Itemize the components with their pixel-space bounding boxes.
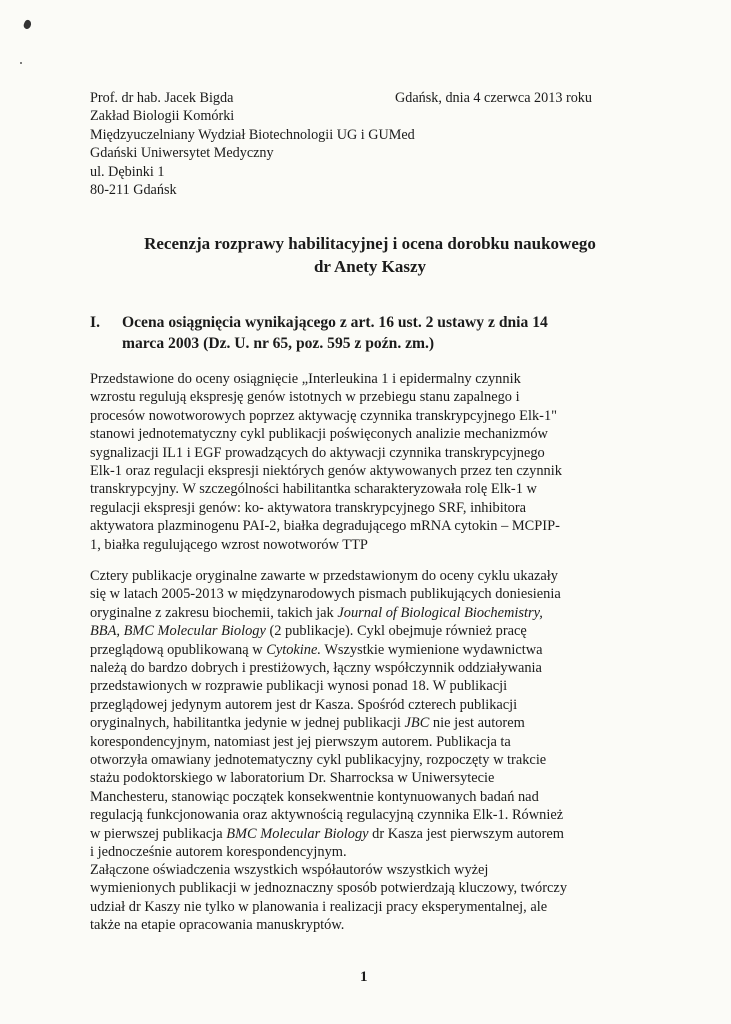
text-line [90, 622, 650, 640]
journal-title: BBA, BMC Molecular Biology [90, 623, 266, 640]
journal-title: Journal of Biological Biochemistry, [337, 604, 543, 621]
text-line: Przedstawione do oceny osiągnięcie „Interleukina 1 i epidermalny czynnik [90, 371, 521, 387]
address-line: Gdański Uniwersytet Medyczny [90, 145, 274, 162]
text-line [90, 714, 650, 732]
text-line: się w latach 2005-2013 w międzynarodowych pismach publikujących doniesienia [90, 586, 561, 603]
page-number: 1 [360, 969, 368, 985]
text-line: udział dr Kaszy nie tylko w planowania i realizacji pracy eksperymentalnej, ale [90, 898, 548, 915]
text-line: wymienionych publikacji w jednoznaczny sposób potwierdzają kluczowy, twórczy [90, 880, 568, 897]
address-line: Międzyuczelniany Wydział Biotechnologii UG i GUMed [90, 126, 415, 143]
text-line: Cztery publikacje oryginalne zawarte w przedstawionym do oceny cyklu ukazały [90, 568, 558, 584]
text-line: i jednocześnie autorem korespondencyjnym. [90, 844, 347, 861]
text-segment: w pierwszej publikacja [90, 825, 227, 842]
text-segment: oryginalne z zakresu biochemii, takich jak [90, 604, 338, 621]
text-line: procesów nowotworowych poprzez aktywację czynnika transkrypcyjnego Elk-1" [90, 407, 558, 424]
text-line: wzrostu regulują ekspresję genów istotnych w przebiegu stanu zapalnego i [90, 389, 520, 406]
text-line: sygnalizacji IL1 i EGF prowadzących do aktywacji czynnika transkrypcyjnego [90, 444, 545, 461]
text-segment: dr Kasza jest pierwszym autorem [368, 825, 564, 842]
text-line: transkrypcyjny. W szczególności habilitantka scharakteryzowała rolę Elk-1 w [90, 481, 537, 498]
paragraph-coauthors [90, 861, 650, 935]
address-line: 80-211 Gdańsk [90, 182, 177, 199]
text-line: otworzyła omawiany jednotematyczny cykl publikacyjny, rozpoczęty w trakcie [90, 752, 547, 769]
paragraph-achievement [90, 370, 650, 554]
text-line: przeglądowej jedynym autorem jest dr Kasza. Spośród czterech publikacji [90, 696, 518, 713]
journal-title: JBC [404, 715, 430, 732]
author-name: Prof. dr hab. Jacek Bigda [90, 90, 234, 106]
text-segment: (2 publikacje). Cykl obejmuje również pracę [265, 623, 527, 640]
text-line: aktywatora plazminogenu PAI-2, białka degradującego mRNA cytokin – MCPIP- [90, 518, 560, 535]
text-line [90, 604, 650, 622]
address-line: ul. Dębinki 1 [90, 163, 165, 180]
section-number: I. [90, 314, 100, 331]
text-segment: oryginalnych, habilitantka jedynie w jednej publikacji [90, 715, 405, 732]
section-heading-line: Ocena osiągnięcia wynikającego z art. 16 ust. 2 ustawy z dnia 14 [122, 314, 548, 331]
scan-artifact-dot [20, 62, 22, 64]
text-line: Załączone oświadczenia wszystkich współautorów wszystkich wyżej [90, 862, 489, 878]
text-line [90, 641, 650, 659]
journal-title: Cytokine. [266, 641, 321, 658]
document-title [60, 232, 680, 278]
letter-date: Gdańsk, dnia 4 czerwca 2013 roku [395, 90, 592, 106]
text-line [90, 825, 650, 843]
text-line: stanowi jednotematyczny cykl publikacji poświęconych analizie mechanizmów [90, 426, 548, 443]
address-line: Zakład Biologii Komórki [90, 108, 235, 125]
text-line: także na etapie opracowania manuskryptów. [90, 917, 345, 934]
title-line: Recenzja rozprawy habilitacyjnej i ocena dorobku naukowego [144, 234, 596, 253]
text-line: regulacji ekspresji genów: ko- aktywatora transkrypcyjnego SRF, inhibitora [90, 499, 527, 516]
text-line: przedstawionych w rozprawie publikacji wynosi ponad 18. W publikacji [90, 678, 508, 695]
text-line: 1, białka regulującego wzrost nowotworów TTP [90, 536, 368, 553]
paragraph-publications [90, 567, 650, 862]
text-segment: przeglądową opublikowaną w [90, 641, 267, 658]
text-line: Elk-1 oraz regulacji ekspresji niektórych genów aktywowanych przez ten czynnik [90, 463, 562, 480]
scan-artifact [22, 19, 32, 30]
title-line: dr Anety Kaszy [313, 257, 427, 276]
text-segment: Wszystkie wymienione wydawnictwa [320, 641, 543, 658]
section-heading-line: marca 2003 (Dz. U. nr 65, poz. 595 z poźn. zm.) [122, 334, 435, 352]
text-line: korespondencyjnym, natomiast jest jej pierwszym autorem. Publikacja ta [90, 733, 511, 750]
text-segment: nie jest autorem [429, 715, 525, 732]
journal-title: BMC Molecular Biology [226, 825, 369, 842]
section-heading [90, 313, 650, 354]
text-line: Manchesteru, stanowiąc początek konsekwentnie kontynuowanych badań nad [90, 788, 539, 805]
text-line: regulacją funkcjonowania oraz aktywnością regulacyjną czynnika Elk-1. Również [90, 807, 564, 824]
text-line: należą do bardzo dobrych i prestiżowych, łączny współczynnik oddziaływania [90, 660, 542, 677]
text-line: stażu podoktorskiego w laboratorium Dr. Sharrocksa w Uniwersytecie [90, 770, 495, 787]
